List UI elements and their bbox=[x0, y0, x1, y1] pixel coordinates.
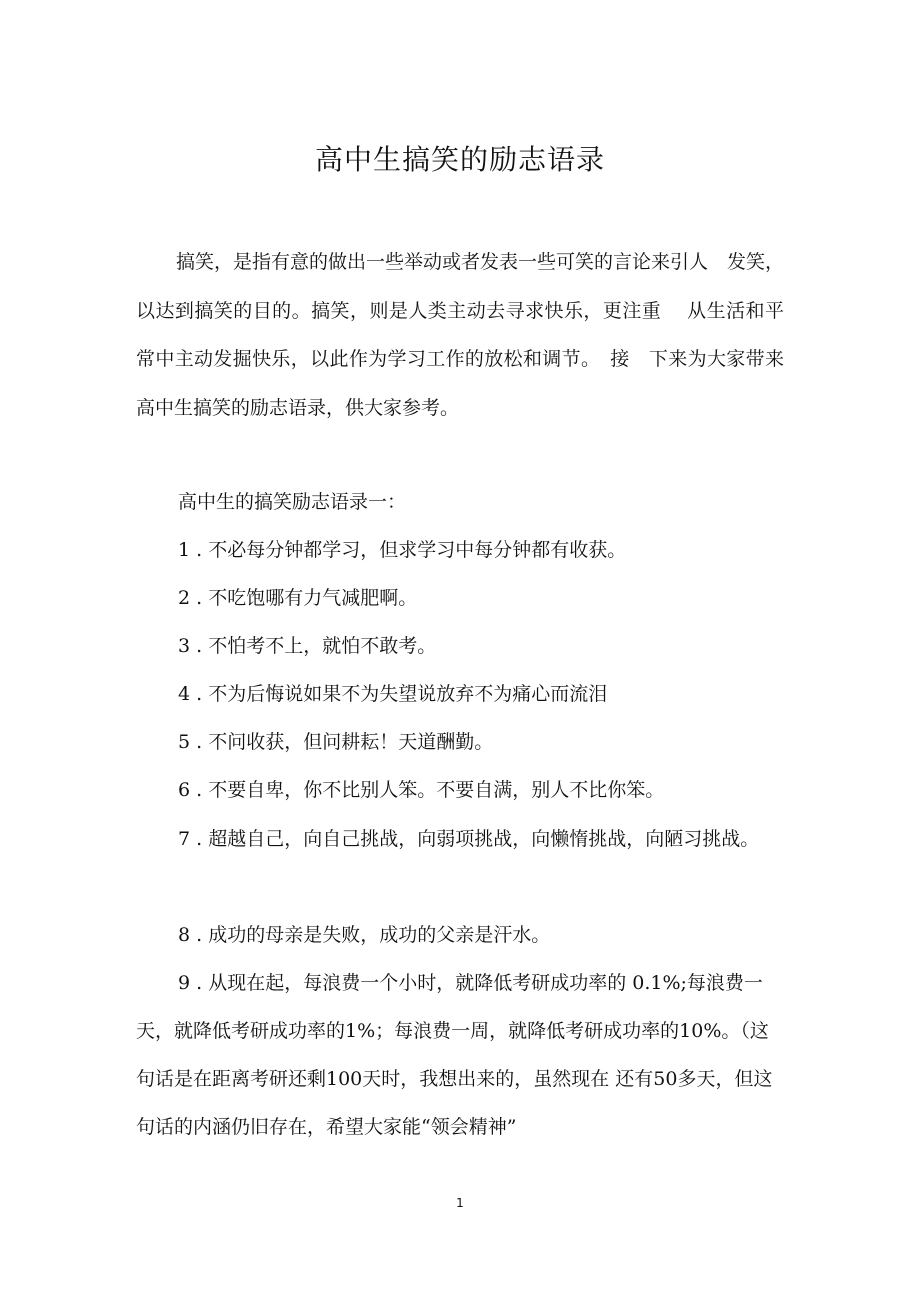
list-item: 8 . 成功的母亲是失败，成功的父亲是汗水。 bbox=[178, 924, 551, 946]
list-item: 7 . 超越自己，向自己挑战，向弱项挑战，向懒惰挑战，向陋习挑战。 bbox=[178, 828, 760, 850]
page-number: 1 bbox=[456, 1196, 464, 1210]
intro-paragraph: 搞笑，是指有意的做出一些举动或者发表一些可笑的言论来引人 发笑，以达到搞笑的目的。搞笑，则是人类主动去寻求快乐，更注重 从生活和平常中主动发掘快乐，以此作为学习工作的放松和调节。 接 下来为大家带来高中生搞笑的励志语录，供大家参考。 bbox=[136, 251, 785, 419]
list-item: 5 . 不问收获，但问耕耘！天道酬勤。 bbox=[178, 731, 494, 753]
document-title: 高中生搞笑的励志语录 bbox=[314, 143, 605, 176]
list-item: 9 . 从现在起，每浪费一个小时，就降低考研成功率的 0.1%;每浪费一天，就降低考研成功率的1%；每浪费一周，就降低考研成功率的10%。（这句话是在距离考研还剩100天时，我想出来的，虽然现在 还有50多天，但这句话的内涵仍旧存在，希望大家能“领会精神” bbox=[136, 972, 773, 1138]
list-item: 6 . 不要自卑，你不比别人笨。不要自满，别人不比你笨。 bbox=[178, 779, 665, 801]
list-item: 3 . 不怕考不上，就怕不敢考。 bbox=[178, 635, 437, 657]
list-item: 1 . 不必每分钟都学习，但求学习中每分钟都有收获。 bbox=[178, 539, 627, 561]
list-item: 4 . 不为后悔说如果不为失望说放弃不为痛心而流泪 bbox=[178, 683, 608, 705]
section-heading: 高中生的搞笑励志语录一： bbox=[178, 491, 407, 513]
list-item: 2 . 不吃饱哪有力气减肥啊。 bbox=[178, 587, 418, 609]
